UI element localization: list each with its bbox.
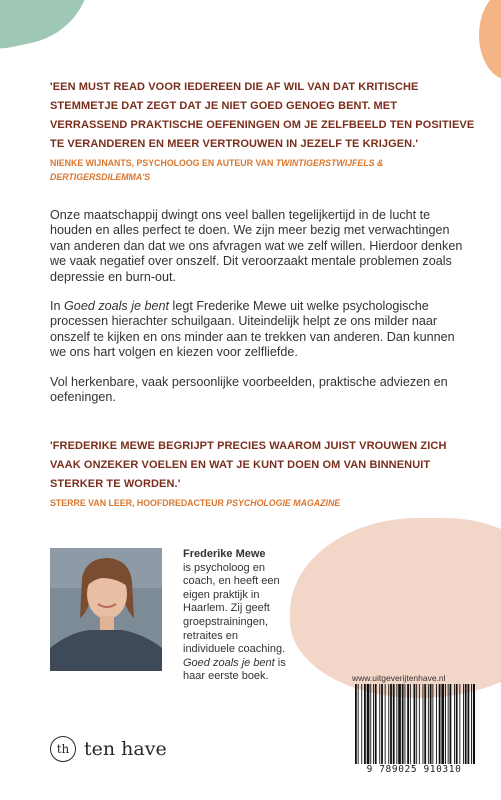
barcode-bar — [436, 684, 437, 764]
barcode-bar — [450, 684, 452, 764]
author-portrait-illustration — [50, 548, 162, 671]
barcode-bar — [473, 684, 475, 764]
decorative-teal-blob — [0, 0, 101, 59]
barcode-bar — [471, 684, 472, 764]
barcode-bar — [361, 684, 362, 764]
barcode-bar — [364, 684, 366, 764]
barcode-bar — [439, 684, 441, 764]
barcode-bar — [385, 684, 386, 764]
barcode-bar — [423, 684, 424, 764]
barcode-bar — [419, 684, 420, 764]
quote-2-source-title: PSYCHOLOGIE MAGAZINE — [226, 498, 341, 508]
blurb-p2-prefix: In — [50, 299, 65, 314]
barcode — [353, 684, 475, 764]
quote-1-text: 'EEN MUST READ VOOR IEDEREEN DIE AF WIL VAN DAT KRITISCHE STEMMETJE DAT ZEGT DAT JE NIET GOED GENOEG BENT. MET VERRASSEND PRAKTISCHE OEFENINGEN OM JE ZELFBEELD TEN POSITIEVE TE VERANDEREN EN MEER VERTROUWEN IN JEZELF TE KRIJGEN.' — [50, 81, 475, 150]
blurb-book-title: Goed zoals je bent — [64, 299, 170, 314]
blurb-paragraph-1: Onze maatschappij dwingt ons veel ballen tegelijkertijd in de lucht te houden en alles perfect te doen. We zijn meer bezig met verwachtingen van anderen dan dat we ons afvragen wat we zelf willen. Hierdoor denken we vaak negatief over onszelf. Dit veroorzaakt mentale problemen zoals depressie en burn-out. — [50, 208, 463, 284]
author-photo — [50, 548, 162, 671]
barcode-bar — [459, 684, 460, 764]
barcode-bar — [379, 684, 380, 764]
author-bio — [183, 548, 293, 684]
barcode-bar — [463, 684, 464, 764]
blurb-p2-rest: legt Frederike Mewe uit welke psychologische processen hierachter schuilgaan. Uiteindelijk helpt ze ons milder naar onszelf te kijken en ons minder aan te trekken van anderen. Dan kunnen we ons hart volgen en kiezen voor zelfliefde. — [50, 299, 455, 360]
quote-2-source — [50, 496, 477, 510]
decorative-pink-blob — [290, 518, 501, 698]
barcode-bar — [405, 684, 406, 764]
quote-2-text: 'FREDERIKE MEWE BEGRIJPT PRECIES WAAROM JUIST VROUWEN ZICH VAAK ONZEKER VOELEN EN WAT JE KUNT DOEN OM VAN BINNENUIT STERKER TE WORDEN.' — [50, 440, 447, 490]
barcode-bar — [424, 684, 426, 764]
barcode-bar — [373, 684, 374, 764]
barcode-bar — [381, 684, 383, 764]
blurb-paragraph-3: Vol herkenbare, vaak persoonlijke voorbeelden, praktische adviezen en oefeningen. — [50, 374, 448, 405]
barcode-bar — [468, 684, 470, 764]
endorsement-quote-1 — [50, 78, 477, 184]
barcode-bar — [428, 684, 429, 764]
barcode-bar — [390, 684, 392, 764]
blurb — [50, 208, 470, 419]
barcode-bar — [398, 684, 401, 764]
barcode-bar — [396, 684, 397, 764]
barcode-bar — [430, 684, 432, 764]
author-bio-end: is haar eerste boek. — [183, 656, 286, 683]
author-bio-text: is psycholoog en coach, en heeft een eigen praktijk in Haarlem. Zij geeft groepstrainingen, retraites en individuele coaching. — [183, 561, 286, 656]
author-name: Frederike Mewe — [183, 548, 266, 560]
barcode-bar — [410, 684, 411, 764]
barcode-bar — [375, 684, 377, 764]
barcode-bar — [454, 684, 455, 764]
barcode-bar — [367, 684, 370, 764]
quote-1-source — [50, 156, 477, 184]
barcode-bar — [402, 684, 404, 764]
publisher-name: ten have — [84, 738, 167, 760]
barcode-bar — [355, 684, 357, 764]
quote-1-source-title: TWINTIGERSTWIJFELS & DERTIGERSDILEMMA'S — [50, 158, 384, 182]
barcode-bar — [448, 684, 449, 764]
barcode-bar — [465, 684, 467, 764]
blurb-paragraph-2 — [50, 299, 470, 361]
barcode-bar — [370, 684, 371, 764]
decorative-peach-blob — [479, 0, 501, 80]
barcode-bar — [416, 684, 417, 764]
barcode-bar — [388, 684, 389, 764]
barcode-bar — [414, 684, 416, 764]
barcode-bar — [407, 684, 409, 764]
barcode-bar — [393, 684, 395, 764]
barcode-bar — [432, 684, 433, 764]
barcode-bar — [456, 684, 458, 764]
barcode-bar — [441, 684, 444, 764]
quote-2-source-prefix: STERRE VAN LEER, HOOFDREDACTEUR — [50, 498, 227, 508]
author-book-title: Goed zoals je bent — [183, 656, 275, 669]
isbn-number: 9 789025 910310 — [366, 764, 462, 775]
publisher-logo-mark: th — [50, 736, 76, 762]
publisher-website[interactable]: www.uitgeverijtenhave.nl — [352, 673, 446, 683]
publisher-logo — [50, 736, 167, 762]
endorsement-quote-2 — [50, 437, 477, 510]
barcode-bar — [445, 684, 446, 764]
quote-1-source-prefix: NIENKE WIJNANTS, PSYCHOLOOG EN AUTEUR VAN — [50, 158, 276, 168]
barcode-bar — [358, 684, 359, 764]
